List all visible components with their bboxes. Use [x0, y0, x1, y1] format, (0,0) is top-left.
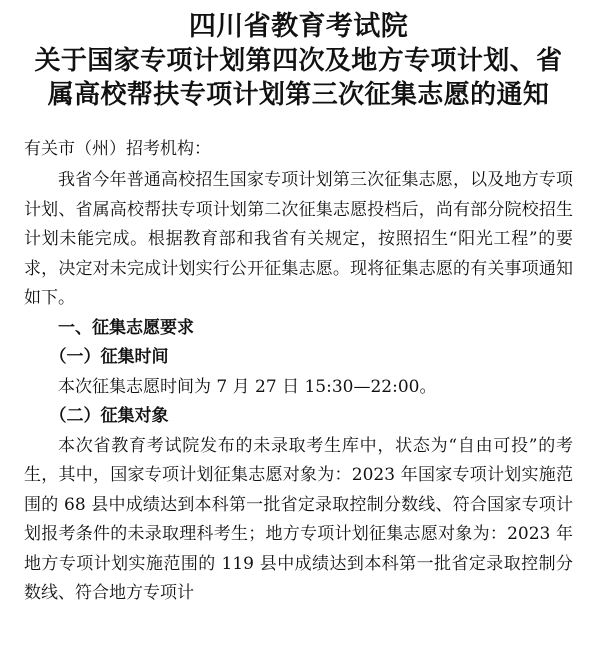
subsection-heading-time: （一）征集时间 [49, 347, 169, 367]
subsection-text-targets: 本次省教育考试院发布的未录取考生库中，状态为“自由可投”的考生，其中，国家专项计划征集志愿对象为：2023 年国家专项计划实施范围的 68 县中成绩达到本科第一批省定录取控制分数线、符合国家专项计划报考条件的未录取理科考生；地方专项计划征集志愿对象为：2023 年地方专项计划实施范围的 119 县中成绩达到本科第一批省定录取控制分数线、符合地方专项计 [24, 435, 573, 603]
title-line-2: 关于国家专项计划第四次及地方专项计划、省 [34, 46, 563, 76]
subsection-text-time: 本次征集志愿时间为 7 月 27 日 15:30—22:00。 [58, 376, 437, 397]
document-title [24, 10, 573, 112]
title-line-3: 属高校帮扶专项计划第三次征集志愿的通知 [47, 80, 550, 110]
intro-paragraph: 我省今年普通高校招生国家专项计划第三次征集志愿，以及地方专项计划、省属高校帮扶专项计划第二次征集志愿投档后，尚有部分院校招生计划未能完成。根据教育部和我省有关规定，按照招生“阳光工程”的要求，决定对未完成计划实行公开征集志愿。现将征集志愿的有关事项通知如下。 [24, 170, 573, 308]
section-heading-requirements: 一、征集志愿要求 [58, 317, 194, 338]
title-issuer: 四川省教育考试院 [188, 11, 409, 42]
salutation: 有关市（州）招考机构： [24, 139, 211, 159]
subsection-heading-targets: （二）征集对象 [49, 406, 169, 426]
